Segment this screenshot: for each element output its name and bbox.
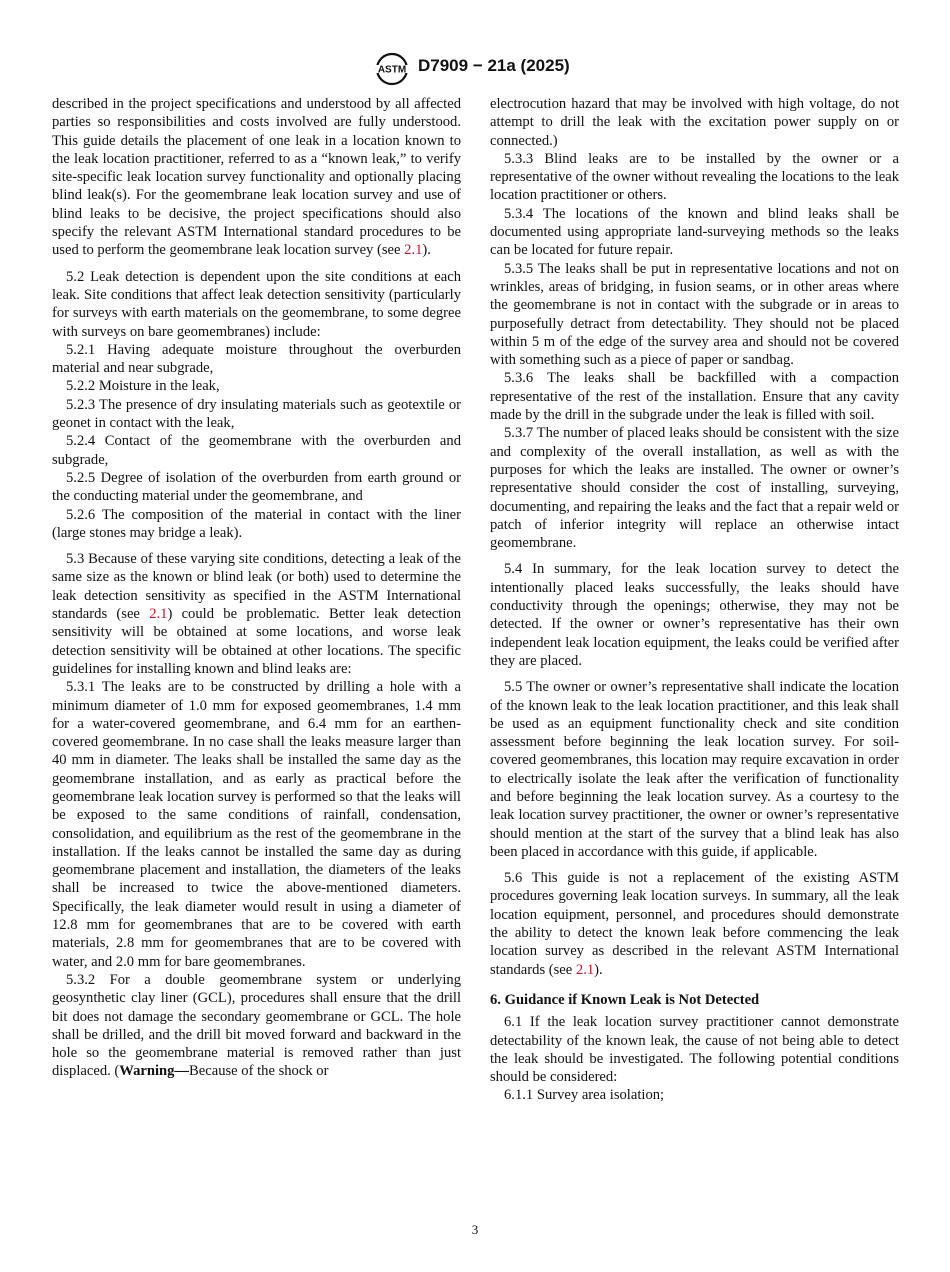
page-header <box>0 52 950 86</box>
section-6-heading: 6. Guidance if Known Leak is Not Detected <box>490 991 760 1008</box>
section-5-4: 5.4 In summary, for the leak location survey to detect the intentionally placed leaks successfully, the leaks should have conductivity through the openings; otherwise, they may not be detected. If the owner or owner’s representative has their own independent leak location equipment, the leaks could be verified after they are placed. <box>490 561 899 669</box>
section-5-3-2-continuation: electrocution hazard that may be involved with high voltage, do not attempt to drill the leak with the excitation power supply on or connected.) <box>490 96 899 149</box>
reference-link[interactable]: 2.1 <box>404 242 423 259</box>
section-6-1-1: 6.1.1 Survey area isolation; <box>504 1087 665 1104</box>
section-5-3-4: 5.3.4 The locations of the known and blind leaks shall be documented using appropriate land-surveying methods so the leaks can be located for future repair. <box>490 205 899 259</box>
document-designation: D7909 − 21a (2025) <box>418 56 570 75</box>
section-5-2-1: 5.2.1 Having adequate moisture throughout the overburden material and near subgrade, <box>52 341 461 377</box>
page-number: 3 <box>471 1222 479 1237</box>
right-column <box>490 95 899 1105</box>
section-5-3-5: 5.3.5 The leaks shall be put in representative locations and not on wrinkles, areas of bridging, in fusion seams, or in other areas where the geomembrane is not in contact with the subgrade or in areas to purposefully detract from detectability. They should not be placed within 5 m of the edge of the survey area and should not be covered with something such as a piece of paper or sandbag. <box>490 260 899 369</box>
section-5-5: 5.5 The owner or owner’s representative shall indicate the location of the known leak to the leak location practitioner, and this leak shall be used as an equipment functionality check and site condition assessment before beginning the leak location survey. For soil-covered geomembranes, this location may require excavation in order to electrically isolate the leak after the verification of functionality and before beginning the leak location survey. As a courtesy to the leak location survey practitioner, the owner or owner’s representative should mention at the start of the survey that a blind leak has also been placed in accordance with this guide, if applicable. <box>490 679 899 860</box>
section-5-2-6: 5.2.6 The composition of the material in contact with the liner (large stones may bridge a leak). <box>52 506 461 541</box>
section-5-3-1: 5.3.1 The leaks are to be constructed by drilling a hole with a minimum diameter of 1.0 mm for exposed geomembranes, 1.4 mm for a water-covered geomembrane, and 6.4 mm for an earthen-covered geomembrane. In no case shall the leaks measure larger than 40 mm in diameter. The leaks shall be installed the same day as the geomembrane installation, and as early as practical before the geomembrane leak location survey is performed so that the leaks will be exposed to the same conditions of rainfall, condensation, consolidation, and equilibrium as the rest of the geomembrane in the installation. If the leaks cannot be installed the same day as during geomembrane placement and installation, the diameters of the leaks shall be increased to twice the above-mentioned diameters. Specifically, the leak diameter would result in using a diameter of 12.8 mm for geomembranes that are to be covered with earth materials, 2.8 mm for geomembranes that are to be covered with water, and 2.0 mm for bare geomembranes. <box>52 679 461 970</box>
section-5-2-2: 5.2.2 Moisture in the leak, <box>66 378 220 395</box>
section-5-3: 5.3 Because of these varying site conditions, detecting a leak of the same size as the known or blind leak (or both) used to determine the leak detection sensitivity as specified in the ASTM International standards (see 2.1) could be problematic. Better leak detection sensitivity will be obtained at some locations, and worse leak detection sensitivity will be obtained at other locations. The specific guidelines for installing known and blind leaks are: <box>52 551 461 677</box>
reference-link[interactable]: 2.1 <box>575 961 595 978</box>
section-5-2: 5.2 Leak detection is dependent upon the site conditions at each leak. Site conditions that affect leak detection sensitivity (particularly for surveys with earth materials on the geomembrane, to some degree with surveys on bare geomembranes) include: <box>52 268 461 340</box>
section-5-2-3: 5.2.3 The presence of dry insulating materials such as geotextile or geonet in contact with the leak, <box>52 396 461 432</box>
section-5-6: 5.6 This guide is not a replacement of the existing ASTM procedures governing leak location surveys. In summary, all the leak location equipment, personnel, and procedures should demonstrate the ability to detect the known leak before commencing the leak location survey as described in the relevant ASTM International standards (see 2.1). <box>490 870 899 978</box>
svg-text:ASTM: ASTM <box>377 64 407 76</box>
left-column <box>52 95 461 1081</box>
section-5-3-6: 5.3.6 The leaks shall be backfilled with a compaction representative of the rest of the installation. Ensure that any cavity made by the drill in the subgrade under the leak is filled with soil. <box>490 370 899 424</box>
section-5-2-5: 5.2.5 Degree of isolation of the overburden from earth ground or the conducting material under the geomembrane, and <box>52 469 461 505</box>
section-5-3-3: 5.3.3 Blind leaks are to be installed by the owner or a representative of the owner without revealing the locations to the leak location practitioner or others. <box>490 150 899 204</box>
reference-link[interactable]: 2.1 <box>149 606 168 623</box>
section-5-2-4: 5.2.4 Contact of the geomembrane with the overburden and subgrade, <box>52 433 461 468</box>
section-5-3-2: 5.3.2 For a double geomembrane system or underlying geosynthetic clay liner (GCL), procedures shall ensure that the drill bit does not damage the secondary geomembrane or GCL. The hole shall be drilled, and the drill bit moved forward and backward in the hole so the geomembrane material is removed rather than just displaced. (Warning—Because of the shock or <box>52 971 461 1080</box>
section-6-1: 6.1 If the leak location survey practitioner cannot demonstrate detectability of the known leak, the cause of not being able to detect the leak should be investigated. The following potential conditions should be considered: <box>490 1014 899 1086</box>
astm-logo <box>373 52 411 86</box>
paragraph-continuation: described in the project specifications and understood by all affected parties so responsibilities and costs involved are fully understood. This guide details the placement of one leak in a location known to the leak location practitioner, referred to as a “known leak,” to verify site-specific leak location survey functionality and optionally placing blind leak(s). For the geomembrane leak location survey and use of blind leaks to be decisive, the project specifications should also specify the relevant ASTM International standard procedures to be used to perform the geomembrane leak location survey (see 2.1). <box>52 96 461 259</box>
warning-label: Warning— <box>119 1063 190 1080</box>
section-5-3-7: 5.3.7 The number of placed leaks should be consistent with the size and complexity of the overall installation, as well as with the purposes for which the leaks are installed. The owner or owner’s representative should consider the cost of installing, surveying, documenting, and repairing the leaks and the fact that a repair weld or patch of inferior integrity will replace an otherwise intact geomembrane. <box>490 425 899 552</box>
